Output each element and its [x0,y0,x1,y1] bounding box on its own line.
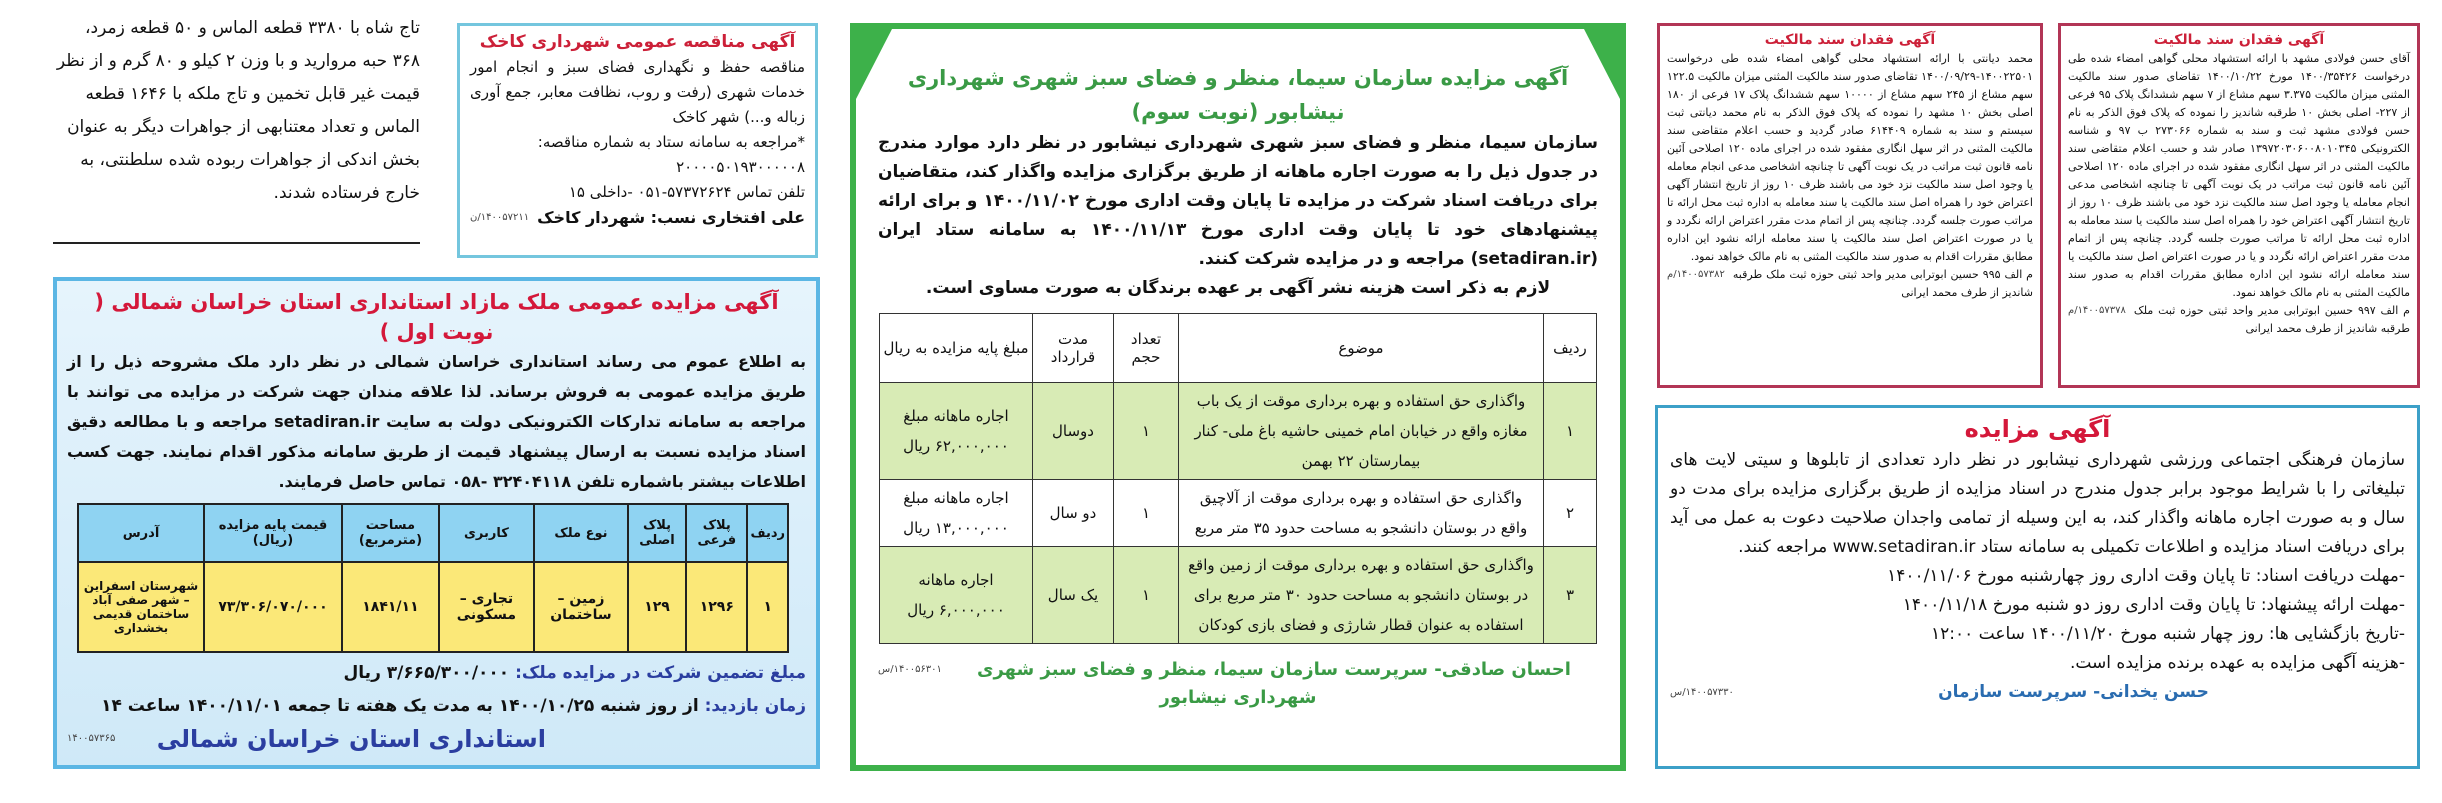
ad-code: ۱۴۰۰۵۷۳۷۸/م [2068,305,2126,316]
ad-signature: استانداری استان خراسان شمالی [156,725,546,753]
guarantee-value: ۳/۶۶۵/۳۰۰/۰۰۰ ریال [343,663,510,683]
table-cell: ۱ [1114,547,1179,644]
table-row [880,383,1597,480]
article-line: ۳۶۸ حبه مروارید و با وزن ۲ کیلو و ۸۰ گرم و از نظر [56,51,420,71]
ad-body: محمد دیانتی با ارائه استشهاد محلی گواهی امضاء شده طی درخواست ۱۴۰۰۲۲۵۰۱-۱۴۰۰/۰۹/۲۹ تقاضای صدور سند مالکیت المثنی میزان مالکیت ۱۲۲.۵ سهم مشاع از ۲۴۵ سهم مشاع از ۱۰۰۰۰ سهم ششدانگ پلاک ۱۷ فرعی از ۱۸۰ اصلی بخش ۱۰ مشهد را نموده که پلاک فوق الذکر به نام محمد دیانتی ثبت سیستم و سند به شماره ۶۱۴۴۰۹ صادر گردید و حسب اعلام متقاضی سند مالکیت المثنی در اثر سهل انگاری مفقود شده در اجرای ماده ۱۲۰ اصلاحی آئین نامه قانون ثبت مراتب در یک نوبت آگهی تا چنانچه اشخاصی مدعی انجام معامله یا وجود اصل سند مالکیت نزد خود می باشند ظرف ۱۰ روز از تاریخ انتشار آگهی اعتراض خود را همراه اصل سند مالکیت یا سند معامله به اداره ثبت محل ارائه تا مراتب صورت جلسه گردد. چنانچه پس از اتمام مدت مقرر اعتراض ارائه نگردد و یا در صورت اعتراض اصل سند مالکیت یا سند معامله ارائه نشود این اداره مطابق مقررات اقدام به صدور سند مالکیت المثنی به نام مالک خواهد نمود. [1667,52,2034,263]
column-header: مدت قرارداد [1033,314,1114,383]
ad-body: آقای حسن فولادی مشهد با ارائه استشهاد محلی گواهی امضاء شده طی درخواست ۱۴۰۰/۳۵۴۲۶ مورخ ۱۴۰۰/۱۰/۲۲ تقاضای صدور سند مالکیت المثنی میزان مالکیت ۳.۳۷۵ سهم مشاع از ۷ سهم ششدانگ پلاک ۹۵ فرعی از ۲۲۷- اصلی بخش ۱۰ طرقبه شاندیز را نموده که پلاک فوق الذکر به نام حسن فولادی مشهد ثبت و سند به شماره ۲۷۳۰۶۶ ب ۹۷ و شناسه الکترونیکی ۱۳۹۷۲۰۳۰۶۰۰۸۰۱۰۳۴۵ صادر شد و حسب اعلام متقاضی سند مالکیت المثنی در اثر سهل انگاری مفقود شده در اجرای ماده ۱۲۰ اصلاحی آئین نامه قانون ثبت مراتب در یک نوبت آگهی تا چنانچه اشخاصی مدعی انجام معامله یا وجود اصل سند مالکیت نزد خود می باشند ظرف ۱۰ روز از تاریخ انتشار آگهی اعتراض خود را همراه اصل سند مالکیت یا سند معامله به اداره ثبت محل ارائه تا مراتب صورت جلسه گردد. چنانچه پس از اتمام مدت مقرر اعتراض ارائه نگردد و یا در صورت اعتراض اصل سند مالکیت یا سند معامله ارائه نشود این اداره مطابق مقررات اقدام به صدور سند مالکیت المثنی به نام مالک خواهد نمود. [2068,52,2411,299]
column-header: ردیف [1544,314,1597,383]
table-cell: ۱ [1114,383,1179,480]
table-cell: یک سال [1033,547,1114,644]
ad-note: لازم به ذکر است هزینه نشر آگهی بر عهده برندگان به صورت مساوی است. [925,278,1551,298]
ad-body: به اطلاع عموم می رساند استانداری خراسان شمالی در نظر دارد ملک مشروحه ذیل را از طریق مزایده عمومی به فروش برساند. لذا علاقه مندان جهت شرکت در مزایده می توانند با مراجعه به سامانه تدارکات الکترونیکی دولت به سایت setadiran.ir مراجعه و با مطالعه دقیق اسناد مزایده نسبت به ارسال پیشنهاد قیمت از طریق سامانه مذکور اقدام نمایند. جهت کسب اطلاعات بیشتر باشماره تلفن ۳۲۴۰۴۱۱۸ -۰۵۸ تماس حاصل فرمایند. [67,352,806,491]
ad-title: آگهی فقدان سند مالکیت [2153,32,2325,48]
ad-signature: احسان صادقی- سرپرست سازمان سیما، منظر و فضای سبز شهری شهرداری نیشابور [976,659,1571,708]
ad-signature: علی افتخاری نسب: شهردار کاخک [537,208,805,227]
column-header: مبلغ پایه مزایده به ریال [880,314,1033,383]
column-header: پلاک اصلی [628,504,686,562]
ad-code: ۱۴۰۰۵۶۳۰۱/س [878,664,942,675]
ad-title: آگهی مزایده سازمان سیما، منظر و فضای سبز شهری شهرداری نیشابور (نوبت سوم) [907,66,1569,124]
column-header: کاربری [439,504,534,562]
table-cell: اجاره ماهانه مبلغ ۱۳,۰۰۰,۰۰۰ ریال [880,480,1033,547]
table-cell: واگذاری حق استفاده و بهره برداری موقت از یک باب مغازه واقع در خیابان امام خمینی حاشیه باغ ملی- کنار بیمارستان ۲۲ بهمن [1179,383,1544,480]
ad-reference: *مراجعه به سامانه ستاد به شماره مناقصه: [537,133,805,151]
column-header: ردیف [747,504,788,562]
column-header: موضوع [1179,314,1544,383]
column-header: مساحت (مترمربع) [342,504,439,562]
table-cell: ۷۳/۳۰۶/۰۷۰/۰۰۰ [204,562,342,652]
tender-number: ۲۰۰۰۰۵۰۱۹۳۰۰۰۰۰۸ [676,158,805,176]
table-cell: دو سال [1033,480,1114,547]
property-table [77,503,789,653]
article-text [53,12,420,210]
table-cell: ۱ [1114,480,1179,547]
table-header-row [78,504,788,562]
neyshabur-auction-ad [850,23,1626,771]
billboard-auction-ad [1655,405,2420,769]
ad-code: ۱۴۰۰۵۷۳۳۰/س [1670,687,1734,698]
corner-decoration [1584,29,1620,99]
ad-title: آگهی مزایده عمومی ملک مازاد استانداری استان خراسان شمالی ( نوبت اول ) [94,290,779,344]
table-cell: ۱ [747,562,788,652]
column-header: آدرس [78,504,204,562]
column-header: نوع ملک [534,504,628,562]
article-line: خارج فرستاده شدند. [273,183,420,203]
table-cell: تجاری – مسکونی [439,562,534,652]
deadline-item: -تاریخ بازگشایی ها: روز چهار شنبه مورخ ۱۴۰۰/۱۱/۲۰ ساعت ۱۲:۰۰ [1930,624,2405,644]
ad-code: ۱۴۰۰۵۷۳۸۲/م [1667,269,1725,280]
table-cell: اجاره ماهانه ۶,۰۰۰,۰۰۰ ریال [880,547,1033,644]
table-row [880,480,1597,547]
article-line: قیمت غیر قابل تخمین و تاج ملکه با ۱۶۴۶ قطعه [85,84,420,104]
table-cell: دوسال [1033,383,1114,480]
lost-deed-ad [1657,23,2043,388]
table-cell: اجاره ماهانه مبلغ ۶۲,۰۰۰,۰۰۰ ریال [880,383,1033,480]
ad-title: آگهی فقدان سند مالکیت [1764,32,1936,48]
column-header: تعداد حجم [1114,314,1179,383]
article-line: تاج شاه با ۳۳۸۰ قطعه الماس و ۵۰ قطعه زمرد، [85,18,420,38]
guarantee-line [67,657,806,723]
ad-signature: حسن یخدانی- سرپرست سازمان [1938,682,2209,702]
column-header: پلاک فرعی [686,504,747,562]
auction-table [879,313,1597,644]
ad-body: سازمان سیما، منظر و فضای سبز شهری شهرداری نیشابور در نظر دارد موارد مندرج در جدول ذیل را به صورت اجاره ماهانه از طریق برگزاری مزایده واگذار کند، متقاضیان برای دریافت اسناد شرکت در مزایده تا پایان وقت اداری مورخ ۱۴۰۰/۱۱/۰۲ و برای ارائه پیشنهادهای خود تا پایان وقت اداری مورخ ۱۴۰۰/۱۱/۱۳ به سامانه ستاد ایران (setadiran.ir) مراجعه و در مزایده شرکت کنند. [878,133,1598,269]
table-cell: ۱۲۹۶ [686,562,747,652]
table-cell: ۲ [1544,480,1597,547]
deadline-item: -مهلت ارائه پیشنهاد: تا پایان وقت اداری روز دو شنبه مورخ ۱۴۰۰/۱۱/۱۸ [1902,595,2405,615]
table-cell: واگذاری حق استفاده و بهره برداری موقت از آلاچیق واقع در بوستان دانشجو به مساحت حدود ۳۵ متر مربع [1179,480,1544,547]
visit-label: زمان بازدید: [704,696,806,716]
ad-title: آگهی مزایده [1964,415,2111,443]
lost-deed-ad [2058,23,2420,388]
table-cell: ۱ [1544,383,1597,480]
article-line: الماس و تعداد معتنابهی از جواهرات دیگر به عنوان [67,117,420,137]
table-header-row [880,314,1597,383]
kakhk-tender-ad [457,23,818,258]
table-cell: زمین – ساختمان [534,562,628,652]
khorasan-auction-ad [53,277,820,769]
table-row [880,547,1597,644]
table-row [78,562,788,652]
ad-body: سازمان فرهنگی اجتماعی ورزشی شهرداری نیشابور در نظر دارد تعدادی از تابلوها و سیتی لایت های تبلیغاتی را با شرایط موجود برابر جدول مندرج در اسناد مزایده از طریق برگزاری مزایده برای مدت دو سال و به صورت اجاره ماهانه واگذار کند، به این وسیله از تمامی واجدان صلاحیت دعوت به عمل می آید برای دریافت اسناد مزایده و اطلاعات تکمیلی به سامانه ستاد www.setadiran.ir مراجعه کنند. [1670,450,2405,557]
table-cell: ۱۸۴۱/۱۱ [342,562,439,652]
ad-signature: م الف ۹۹۵ حسین ابوترابی مدیر واحد ثبتی حوزه ثبت ملک طرقبه شاندیز از طرف محمد ایرانی [1732,268,2033,299]
deadline-item: -مهلت دریافت اسناد: تا پایان وقت اداری روز چهارشنبه مورخ ۱۴۰۰/۱۱/۰۶ [1887,566,2405,586]
article-line: بخش اندکی از جواهرات ربوده شده سلطنتی، به [80,150,420,170]
ad-code: ۱۴۰۰۵۷۲۱۱/ن [470,212,530,223]
deadline-item: -هزینه آگهی مزایده به عهده برنده مزایده است. [2069,653,2405,673]
guarantee-label: مبلغ تضمین شرکت در مزایده ملک: [515,663,806,683]
divider [53,242,420,244]
table-cell: ۳ [1544,547,1597,644]
table-cell: ۱۲۹ [628,562,686,652]
table-cell: شهرستان اسفراین – شهر صفی آباد ساختمان قدیمی بخشداری [78,562,204,652]
ad-signature: م الف ۹۹۷ حسین ابوترابی مدیر واحد ثبتی حوزه ثبت ملک طرقبه شاندیز از طرف محمد ایرانی [2133,304,2410,335]
column-header: قیمت پایه مزایده (ریال) [204,504,342,562]
visit-value: از روز شنبه ۱۴۰۰/۱۰/۲۵ به مدت یک هفته تا جمعه ۱۴۰۰/۱۱/۰۱ ساعت ۱۴ [101,696,699,716]
ad-title: آگهی مناقصه عمومی شهرداری کاخک [479,32,796,52]
table-cell: واگذاری حق استفاده و بهره برداری موقت از زمین واقع در بوستان دانشجو به مساحت حدود ۳۰ متر مربع برای استفاده به عنوان قطار شارژی و فضای بازی کودکان [1179,547,1544,644]
ad-code: ۱۴۰۰۵۷۳۶۵ [67,733,116,744]
ad-body: مناقصه حفظ و نگهداری فضای سبز و انجام امور خدمات شهری (رفت و روب، نظافت معابر، جمع آوری زباله و...) شهر کاخک [470,58,805,126]
corner-decoration [856,29,892,99]
contact-phone: تلفن تماس ۵۷۳۷۲۶۲۴-۰۵۱ -داخلی ۱۵ [568,183,805,201]
